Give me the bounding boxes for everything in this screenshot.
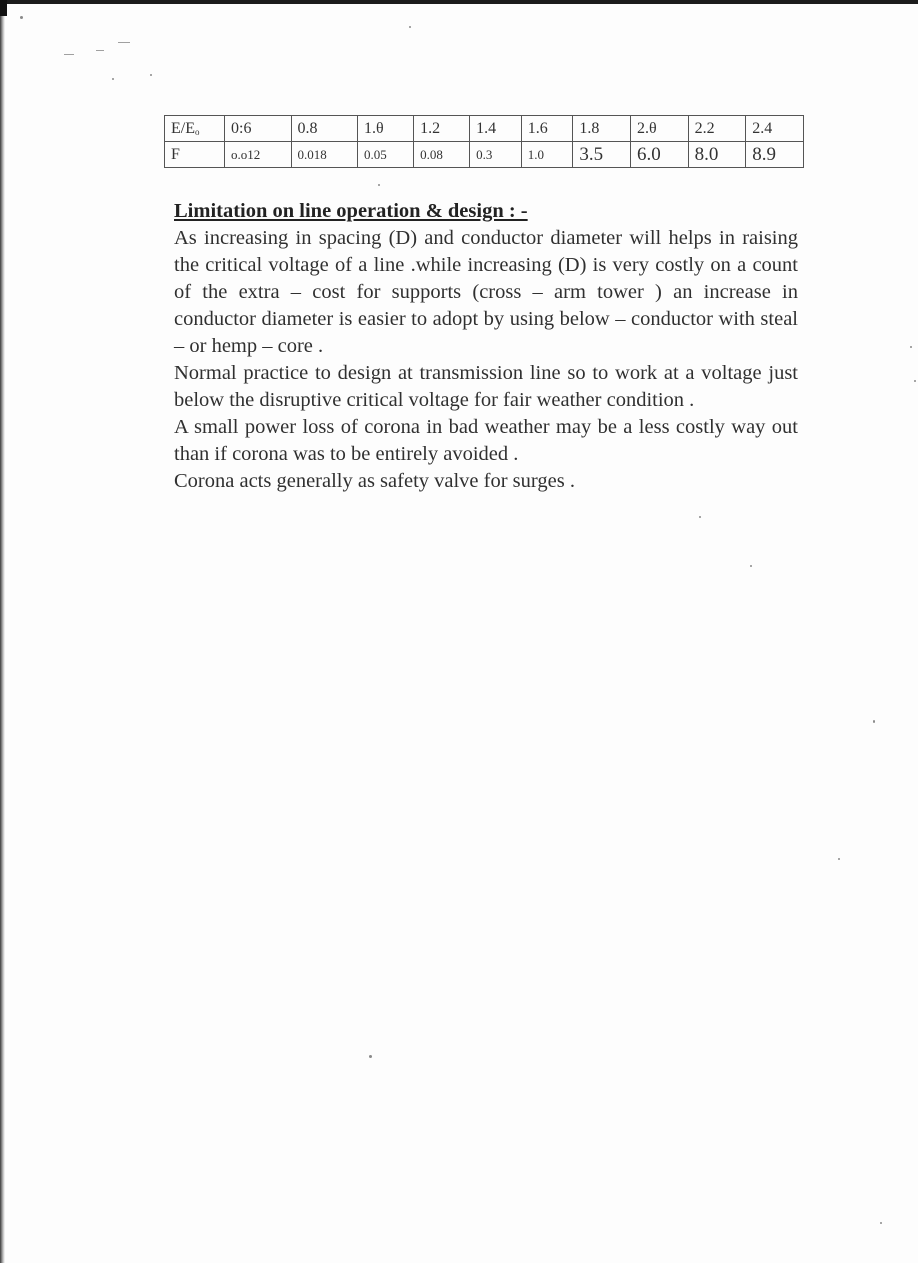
ratio-table — [164, 115, 804, 168]
scan-speck — [369, 1055, 372, 1058]
row-header-ee — [165, 116, 225, 142]
scan-speck — [699, 516, 701, 518]
table-cell: 1.8 — [573, 116, 631, 142]
table-cell: 3.5 — [573, 142, 631, 168]
table-cell: 0.05 — [358, 142, 414, 168]
table-cell: 1.0 — [521, 142, 573, 168]
scan-noise — [96, 50, 104, 51]
scan-speck — [150, 74, 152, 76]
table-cell: 8.0 — [688, 142, 746, 168]
table-cell: 0.8 — [291, 116, 358, 142]
table-cell: 1.θ — [358, 116, 414, 142]
table-cell: 0.08 — [414, 142, 470, 168]
scan-speck — [750, 565, 752, 567]
scan-speck — [409, 26, 411, 28]
scan-speck — [112, 78, 114, 80]
scan-noise — [118, 42, 130, 43]
row-header-text: E/E — [171, 120, 195, 137]
table-cell: 6.0 — [630, 142, 688, 168]
scan-noise — [64, 54, 74, 55]
paragraph: As increasing in spacing (D) and conductor diameter will helps in raising the critical voltage of a line .while increasing (D) is very costly on a count of the extra – cost for supports (cross – arm tower ) an increase in conductor diameter is easier to adopt by using below – conductor with steal – or hemp – core . — [174, 227, 798, 357]
table-cell: o.o12 — [225, 142, 292, 168]
text-section — [174, 198, 798, 495]
section-heading: Limitation on line operation & design : - — [174, 200, 528, 222]
scan-speck — [20, 16, 23, 19]
scan-top-edge — [0, 0, 918, 4]
scan-speck — [880, 1222, 882, 1224]
scan-speck — [378, 184, 380, 186]
table-row-ee — [165, 116, 804, 142]
scan-corner-mark — [0, 0, 7, 16]
scan-left-edge — [0, 0, 5, 1263]
row-header-subscript: o — [195, 127, 200, 137]
table-cell: 0.3 — [470, 142, 522, 168]
scan-speck — [914, 380, 916, 382]
table-row-f — [165, 142, 804, 168]
table-cell: 0.018 — [291, 142, 358, 168]
scan-speck — [838, 858, 840, 860]
table-cell: 2.2 — [688, 116, 746, 142]
row-header-f: F — [165, 142, 225, 168]
scan-speck — [873, 720, 875, 723]
table-cell: 2.4 — [746, 116, 804, 142]
table-cell: 2.θ — [630, 116, 688, 142]
table-cell: 1.6 — [521, 116, 573, 142]
paragraph: Corona acts generally as safety valve for surges . — [174, 470, 575, 492]
table-cell: 0:6 — [225, 116, 292, 142]
scan-speck — [910, 346, 912, 348]
paragraph: Normal practice to design at transmission line so to work at a voltage just below the disruptive critical voltage for fair weather condition . — [174, 362, 798, 411]
table-cell: 1.4 — [470, 116, 522, 142]
table-cell: 8.9 — [746, 142, 804, 168]
table-cell: 1.2 — [414, 116, 470, 142]
paragraph: A small power loss of corona in bad weather may be a less costly way out than if corona was to be entirely avoided . — [174, 416, 798, 465]
